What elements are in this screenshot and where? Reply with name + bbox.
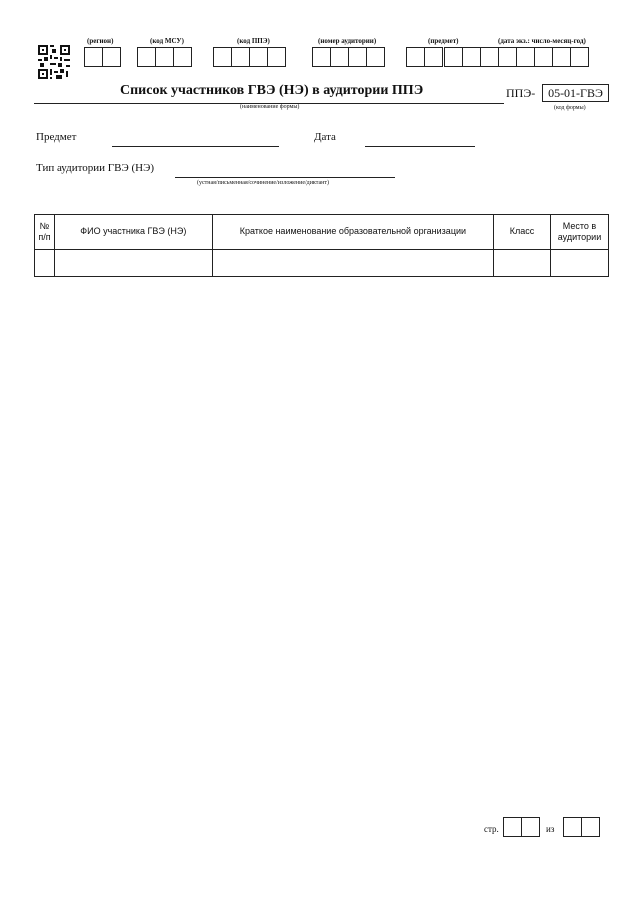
table-cell[interactable] <box>494 250 551 277</box>
page-total-boxes[interactable] <box>563 817 600 837</box>
room-type-hint: (устная/письменная/сочинение/изложение/диктант) <box>197 180 329 186</box>
digit-box[interactable] <box>480 47 499 67</box>
digit-box[interactable] <box>137 47 156 67</box>
table-cell[interactable] <box>551 250 609 277</box>
digit-box[interactable] <box>516 47 535 67</box>
digit-box[interactable] <box>552 47 571 67</box>
exam-date-label: (дата экз.: число-месяц-год) <box>498 37 586 45</box>
page-of-label: из <box>546 824 555 834</box>
digit-box[interactable] <box>84 47 103 67</box>
qr-code <box>38 45 70 79</box>
column-header-organization: Краткое наименование образовательной организации <box>212 215 493 250</box>
digit-box[interactable] <box>330 47 349 67</box>
date-field[interactable] <box>365 146 475 147</box>
digit-box[interactable] <box>102 47 121 67</box>
digit-box[interactable] <box>534 47 553 67</box>
region-code-boxes[interactable] <box>84 47 121 67</box>
room-type-field[interactable] <box>175 177 395 178</box>
form-title-caption: (наименование формы) <box>240 104 300 110</box>
subject-code-label: (предмет) <box>428 37 459 45</box>
digit-box[interactable] <box>312 47 331 67</box>
digit-box[interactable] <box>444 47 463 67</box>
subject-label: Предмет <box>36 131 77 143</box>
digit-box[interactable] <box>249 47 268 67</box>
page-number-boxes[interactable] <box>503 817 540 837</box>
table-cell[interactable] <box>212 250 493 277</box>
digit-box[interactable] <box>406 47 425 67</box>
digit-box[interactable] <box>366 47 385 67</box>
ppe-code-boxes[interactable] <box>213 47 286 67</box>
table-row <box>35 250 609 277</box>
ppe-label: (код ППЭ) <box>237 37 270 45</box>
digit-box[interactable] <box>231 47 250 67</box>
form-code-caption: (код формы) <box>554 105 586 111</box>
digit-box[interactable] <box>462 47 481 67</box>
room-type-label: Тип аудитории ГВЭ (НЭ) <box>36 162 155 174</box>
table-cell[interactable] <box>54 250 212 277</box>
subject-field[interactable] <box>112 146 279 147</box>
form-code-prefix: ППЭ- <box>506 86 536 100</box>
digit-box[interactable] <box>498 47 517 67</box>
digit-box[interactable] <box>424 47 443 67</box>
form-code-value: 05-01-ГВЭ <box>548 85 603 100</box>
subject-code-boxes[interactable] <box>406 47 443 67</box>
digit-box[interactable] <box>521 817 540 837</box>
room-number-label: (номер аудитории) <box>318 37 377 45</box>
digit-box[interactable] <box>503 817 522 837</box>
exam-date-boxes[interactable] <box>444 47 589 67</box>
date-label: Дата <box>314 131 336 143</box>
participants-table <box>34 214 609 277</box>
digit-box[interactable] <box>563 817 582 837</box>
form-title: Список участников ГВЭ (НЭ) в аудитории ППЭ <box>120 83 424 98</box>
digit-box[interactable] <box>267 47 286 67</box>
table-header-row <box>35 215 609 250</box>
msu-code-boxes[interactable] <box>137 47 192 67</box>
digit-box[interactable] <box>348 47 367 67</box>
column-header-seat: Место в аудитории <box>551 215 609 250</box>
digit-box[interactable] <box>173 47 192 67</box>
digit-box[interactable] <box>213 47 232 67</box>
column-header-name: ФИО участника ГВЭ (НЭ) <box>54 215 212 250</box>
region-label: (регион) <box>87 37 114 45</box>
column-header-class: Класс <box>494 215 551 250</box>
digit-box[interactable] <box>581 817 600 837</box>
room-number-boxes[interactable] <box>312 47 385 67</box>
digit-box[interactable] <box>155 47 174 67</box>
digit-box[interactable] <box>570 47 589 67</box>
form-code-box <box>542 84 609 102</box>
page-label: стр. <box>484 824 499 834</box>
table-cell[interactable] <box>35 250 55 277</box>
column-header-number: № п/п <box>35 215 55 250</box>
msu-label: (код МСУ) <box>150 37 184 45</box>
